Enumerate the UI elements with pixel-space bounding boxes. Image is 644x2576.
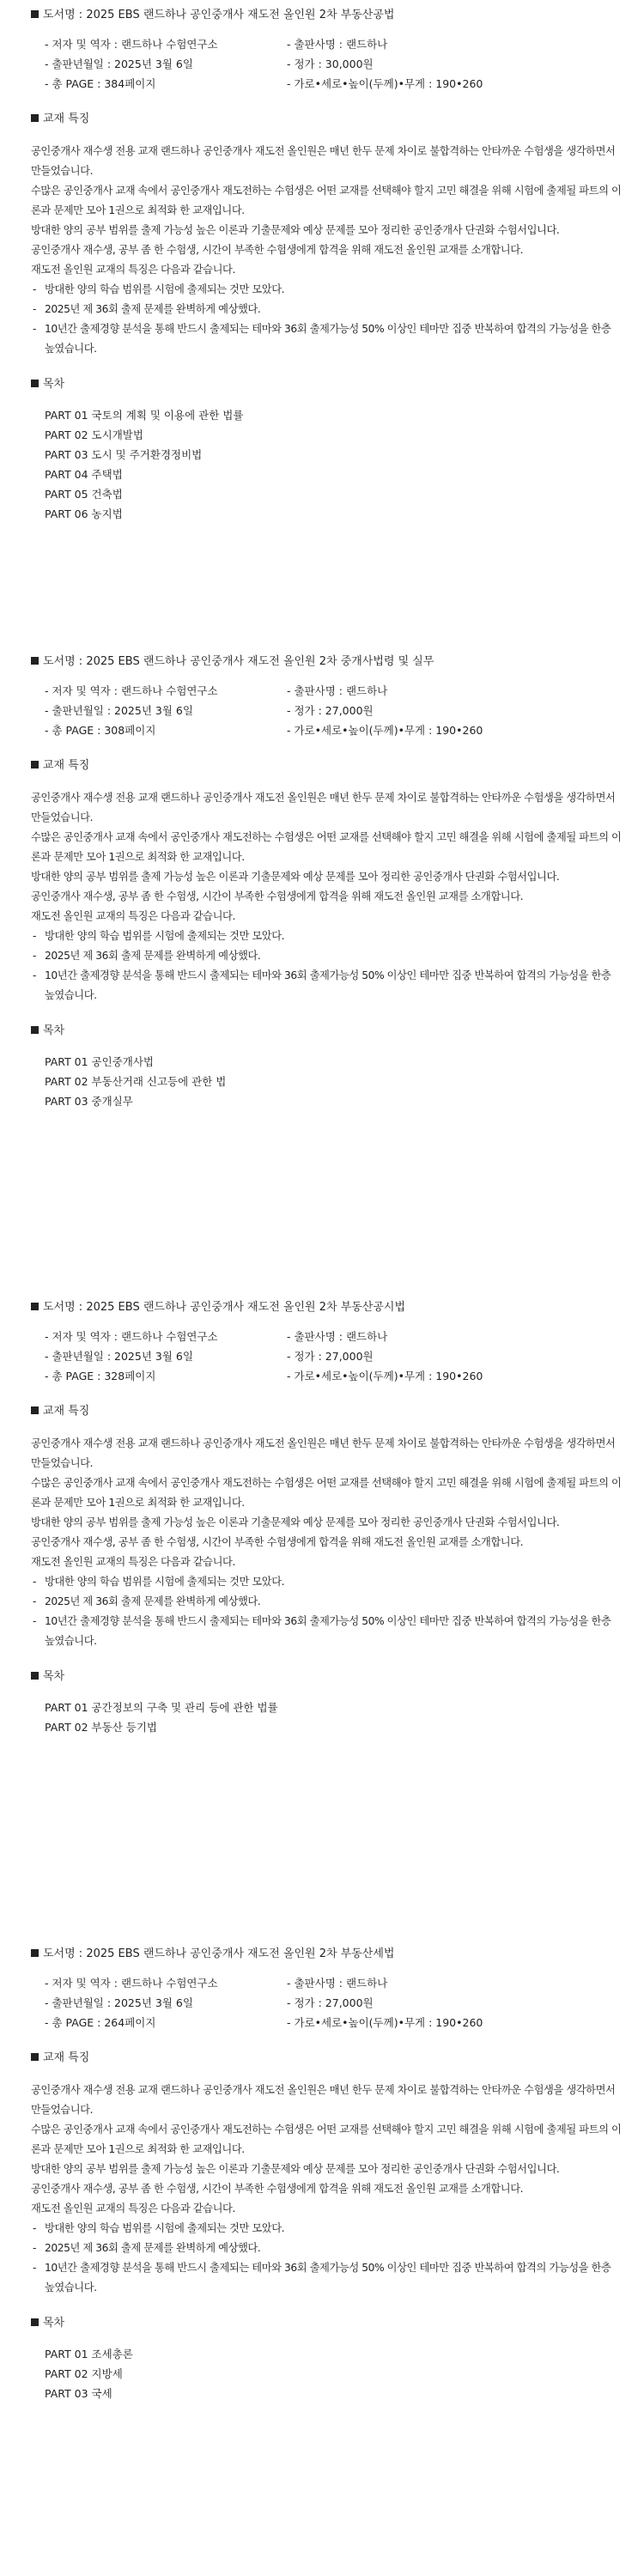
description-paragraph: 방대한 양의 공부 범위를 출제 가능성 높은 이론과 기출문제와 예상 문제를 모아 정리한 공인중개사 단권화 수험서입니다. xyxy=(31,224,560,236)
description-header xyxy=(31,1401,623,1422)
book-author: - 저자 및 역자 : 랜드하나 수험연구소 xyxy=(45,681,287,701)
description-header-text: 교재 특징 xyxy=(43,2051,90,2064)
toc-header xyxy=(31,374,623,395)
toc-list xyxy=(45,405,623,524)
description-paragraph: 방대한 양의 공부 범위를 출제 가능성 높은 이론과 기출문제와 예상 문제를 모아 정리한 공인중개사 단권화 수험서입니다. xyxy=(31,1516,560,1528)
feature-item: - 2025년 제 36회 출제 문제를 완벽하게 예상했다. xyxy=(31,946,623,966)
square-bullet-icon xyxy=(31,1672,39,1680)
book-info xyxy=(45,1327,623,1386)
description-paragraph: 재도전 올인원 교재의 특징은 다음과 같습니다. xyxy=(31,2202,235,2215)
book-info-row xyxy=(45,34,623,54)
description-paragraph: 재도전 올인원 교재의 특징은 다음과 같습니다. xyxy=(31,1556,235,1568)
toc-header-text: 목차 xyxy=(43,1024,65,1037)
book-pub-date: - 출판년월일 : 2025년 3월 6일 xyxy=(45,1993,287,2013)
feature-item: - 2025년 제 36회 출제 문제를 완벽하게 예상했다. xyxy=(31,2239,623,2258)
book-publisher: - 출판사명 : 랜드하나 xyxy=(287,1327,387,1346)
toc-item: PART 06 농지법 xyxy=(45,507,123,520)
toc-header xyxy=(31,1021,623,1042)
book-info-row xyxy=(45,1366,623,1386)
toc-item: PART 03 국세 xyxy=(45,2387,112,2400)
book-info-row xyxy=(45,1973,623,1993)
square-bullet-icon xyxy=(31,1303,39,1310)
feature-item: - 10년간 출제경향 분석을 통해 반드시 출제되는 테마와 36회 출제가능성 50% 이상인 테마만 집중 반복하여 합격의 가능성을 한층 높였습니다. xyxy=(31,1612,623,1651)
book-section xyxy=(31,1944,623,2403)
square-bullet-icon xyxy=(31,380,39,387)
square-bullet-icon xyxy=(31,2053,39,2061)
toc-header xyxy=(31,2313,623,2334)
description-paragraph: 공인중개사 재수생 전용 교재 랜드하나 공인중개사 재도전 올인원은 매년 한두 문제 차이로 불합격하는 안타까운 수험생을 생각하면서 만들었습니다. xyxy=(31,2084,616,2116)
book-info xyxy=(45,34,623,94)
book-pages: - 총 PAGE : 308페이지 xyxy=(45,720,287,740)
description-header xyxy=(31,109,623,130)
description-paragraph: 공인중개사 재수생 전용 교재 랜드하나 공인중개사 재도전 올인원은 매년 한두 문제 차이로 불합격하는 안타까운 수험생을 생각하면서 만들었습니다. xyxy=(31,145,616,177)
description-paragraph: 재도전 올인원 교재의 특징은 다음과 같습니다. xyxy=(31,264,235,276)
description-header xyxy=(31,2048,623,2069)
toc-header-text: 목차 xyxy=(43,1670,65,1683)
book-section xyxy=(31,652,623,1111)
book-section xyxy=(31,1297,623,1737)
description-header xyxy=(31,756,623,776)
book-description xyxy=(31,142,623,359)
book-pages: - 총 PAGE : 264페이지 xyxy=(45,2013,287,2032)
book-title-text: 2025 EBS 랜드하나 공인중개사 재도전 올인원 2차 부동산세법 xyxy=(86,1947,395,1960)
book-pub-date: - 출판년월일 : 2025년 3월 6일 xyxy=(45,54,287,74)
book-size: - 가로•세로•높이(두께)•무게 : 190•260 xyxy=(287,2013,483,2032)
feature-item: - 10년간 출제경향 분석을 통해 반드시 출제되는 테마와 36회 출제가능성 50% 이상인 테마만 집중 반복하여 합격의 가능성을 한층 높였습니다. xyxy=(31,319,623,359)
book-info xyxy=(45,1973,623,2032)
toc-item: PART 03 중개실무 xyxy=(45,1095,133,1108)
book-title-prefix: 도서명 : xyxy=(43,655,87,668)
toc-item: PART 02 부동산거래 신고등에 관한 법 xyxy=(45,1075,227,1088)
square-bullet-icon xyxy=(31,1406,39,1414)
description-header-text: 교재 특징 xyxy=(43,112,90,125)
book-title-prefix: 도서명 : xyxy=(43,9,87,21)
book-info-row xyxy=(45,720,623,740)
book-author: - 저자 및 역자 : 랜드하나 수험연구소 xyxy=(45,1327,287,1346)
book-info-row xyxy=(45,1993,623,2013)
description-paragraph: 공인중개사 재수생 전용 교재 랜드하나 공인중개사 재도전 올인원은 매년 한두 문제 차이로 불합격하는 안타까운 수험생을 생각하면서 만들었습니다. xyxy=(31,792,616,823)
description-paragraph: 방대한 양의 공부 범위를 출제 가능성 높은 이론과 기출문제와 예상 문제를 모아 정리한 공인중개사 단권화 수험서입니다. xyxy=(31,2163,560,2175)
square-bullet-icon xyxy=(31,114,39,122)
book-publisher: - 출판사명 : 랜드하나 xyxy=(287,1973,387,1993)
book-size: - 가로•세로•높이(두께)•무게 : 190•260 xyxy=(287,720,483,740)
book-title xyxy=(31,1297,623,1318)
toc-item: PART 05 건축법 xyxy=(45,488,123,501)
toc-list xyxy=(45,1698,623,1737)
book-author: - 저자 및 역자 : 랜드하나 수험연구소 xyxy=(45,34,287,54)
book-description xyxy=(31,788,623,1005)
book-info-row xyxy=(45,701,623,720)
book-info xyxy=(45,681,623,740)
book-pub-date: - 출판년월일 : 2025년 3월 6일 xyxy=(45,701,287,720)
book-section xyxy=(31,5,623,524)
book-title xyxy=(31,652,623,672)
feature-item: - 방대한 양의 학습 범위를 시험에 출제되는 것만 모았다. xyxy=(31,1572,623,1592)
book-title xyxy=(31,1944,623,1965)
description-paragraph: 수많은 공인중개사 교재 속에서 공인중개사 재도전하는 수험생은 어떤 교재를 선택해야 할지 고민 해결을 위해 시험에 출제될 파트의 이론과 문제만 모아 1권으로 최적화 한 교재입니다. xyxy=(31,185,622,216)
feature-item: - 10년간 출제경향 분석을 통해 반드시 출제되는 테마와 36회 출제가능성 50% 이상인 테마만 집중 반복하여 합격의 가능성을 한층 높였습니다. xyxy=(31,966,623,1005)
book-info-row xyxy=(45,2013,623,2032)
book-price: - 정가 : 30,000원 xyxy=(287,54,374,74)
book-price: - 정가 : 27,000원 xyxy=(287,1993,374,2013)
book-publisher: - 출판사명 : 랜드하나 xyxy=(287,34,387,54)
feature-item: - 2025년 제 36회 출제 문제를 완벽하게 예상했다. xyxy=(31,300,623,319)
toc-item: PART 02 부동산 등기법 xyxy=(45,1721,157,1734)
toc-item: PART 01 공인중개사법 xyxy=(45,1055,155,1068)
book-price: - 정가 : 27,000원 xyxy=(287,701,374,720)
toc-list xyxy=(45,2344,623,2403)
square-bullet-icon xyxy=(31,1026,39,1034)
description-header-text: 교재 특징 xyxy=(43,1405,90,1418)
feature-item: - 방대한 양의 학습 범위를 시험에 출제되는 것만 모았다. xyxy=(31,280,623,300)
description-paragraph: 수많은 공인중개사 교재 속에서 공인중개사 재도전하는 수험생은 어떤 교재를 선택해야 할지 고민 해결을 위해 시험에 출제될 파트의 이론과 문제만 모아 1권으로 최적화 한 교재입니다. xyxy=(31,2123,622,2155)
toc-item: PART 02 도시개발법 xyxy=(45,428,143,441)
description-paragraph: 공인중개사 재수생, 공부 좀 한 수험생, 시간이 부족한 수험생에게 합격을 위해 재도전 올인원 교재를 소개합니다. xyxy=(31,890,524,902)
book-title-prefix: 도서명 : xyxy=(43,1301,87,1314)
book-pages: - 총 PAGE : 328페이지 xyxy=(45,1366,287,1386)
square-bullet-icon xyxy=(31,761,39,769)
toc-header-text: 목차 xyxy=(43,378,65,391)
book-info-row xyxy=(45,1346,623,1366)
toc-item: PART 02 지방세 xyxy=(45,2367,123,2380)
toc-item: PART 03 도시 및 주거환경정비법 xyxy=(45,448,203,461)
book-title-text: 2025 EBS 랜드하나 공인중개사 재도전 올인원 2차 부동산공시법 xyxy=(86,1301,406,1314)
toc-list xyxy=(45,1052,623,1111)
toc-item: PART 01 국토의 계획 및 이용에 관한 법률 xyxy=(45,409,244,422)
book-title-prefix: 도서명 : xyxy=(43,1947,87,1960)
description-header-text: 교재 특징 xyxy=(43,759,90,772)
description-paragraph: 공인중개사 재수생 전용 교재 랜드하나 공인중개사 재도전 올인원은 매년 한두 문제 차이로 불합격하는 안타까운 수험생을 생각하면서 만들었습니다. xyxy=(31,1437,616,1469)
book-pages: - 총 PAGE : 384페이지 xyxy=(45,74,287,94)
book-info-row xyxy=(45,1327,623,1346)
book-author: - 저자 및 역자 : 랜드하나 수험연구소 xyxy=(45,1973,287,1993)
square-bullet-icon xyxy=(31,657,39,665)
toc-header-text: 목차 xyxy=(43,2317,65,2330)
book-title-text: 2025 EBS 랜드하나 공인중개사 재도전 올인원 2차 중개사법령 및 실무 xyxy=(86,655,434,668)
feature-item: - 2025년 제 36회 출제 문제를 완벽하게 예상했다. xyxy=(31,1592,623,1612)
book-publisher: - 출판사명 : 랜드하나 xyxy=(287,681,387,701)
description-paragraph: 방대한 양의 공부 범위를 출제 가능성 높은 이론과 기출문제와 예상 문제를 모아 정리한 공인중개사 단권화 수험서입니다. xyxy=(31,871,560,883)
description-paragraph: 공인중개사 재수생, 공부 좀 한 수험생, 시간이 부족한 수험생에게 합격을 위해 재도전 올인원 교재를 소개합니다. xyxy=(31,2183,524,2195)
description-paragraph: 수많은 공인중개사 교재 속에서 공인중개사 재도전하는 수험생은 어떤 교재를 선택해야 할지 고민 해결을 위해 시험에 출제될 파트의 이론과 문제만 모아 1권으로 최적화 한 교재입니다. xyxy=(31,1477,622,1509)
feature-item: - 10년간 출제경향 분석을 통해 반드시 출제되는 테마와 36회 출제가능성 50% 이상인 테마만 집중 반복하여 합격의 가능성을 한층 높였습니다. xyxy=(31,2258,623,2298)
book-description xyxy=(31,1434,623,1651)
description-paragraph: 재도전 올인원 교재의 특징은 다음과 같습니다. xyxy=(31,910,235,922)
toc-header xyxy=(31,1667,623,1687)
book-title-text: 2025 EBS 랜드하나 공인중개사 재도전 올인원 2차 부동산공법 xyxy=(86,9,395,21)
feature-item: - 방대한 양의 학습 범위를 시험에 출제되는 것만 모았다. xyxy=(31,2219,623,2239)
book-title xyxy=(31,5,623,26)
description-paragraph: 공인중개사 재수생, 공부 좀 한 수험생, 시간이 부족한 수험생에게 합격을 위해 재도전 올인원 교재를 소개합니다. xyxy=(31,1536,524,1548)
feature-item: - 방대한 양의 학습 범위를 시험에 출제되는 것만 모았다. xyxy=(31,927,623,946)
description-paragraph: 공인중개사 재수생, 공부 좀 한 수험생, 시간이 부족한 수험생에게 합격을 위해 재도전 올인원 교재를 소개합니다. xyxy=(31,244,524,256)
book-size: - 가로•세로•높이(두께)•무게 : 190•260 xyxy=(287,1366,483,1386)
book-info-row xyxy=(45,74,623,94)
toc-item: PART 01 조세총론 xyxy=(45,2348,133,2360)
description-paragraph: 수많은 공인중개사 교재 속에서 공인중개사 재도전하는 수험생은 어떤 교재를 선택해야 할지 고민 해결을 위해 시험에 출제될 파트의 이론과 문제만 모아 1권으로 최적화 한 교재입니다. xyxy=(31,831,622,863)
book-pub-date: - 출판년월일 : 2025년 3월 6일 xyxy=(45,1346,287,1366)
square-bullet-icon xyxy=(31,2318,39,2326)
book-info-row xyxy=(45,681,623,701)
book-info-row xyxy=(45,54,623,74)
square-bullet-icon xyxy=(31,10,39,18)
book-price: - 정가 : 27,000원 xyxy=(287,1346,374,1366)
toc-item: PART 04 주택법 xyxy=(45,468,123,481)
square-bullet-icon xyxy=(31,1949,39,1957)
toc-item: PART 01 공간정보의 구축 및 관리 등에 관한 법률 xyxy=(45,1701,278,1714)
book-description xyxy=(31,2081,623,2298)
book-size: - 가로•세로•높이(두께)•무게 : 190•260 xyxy=(287,74,483,94)
